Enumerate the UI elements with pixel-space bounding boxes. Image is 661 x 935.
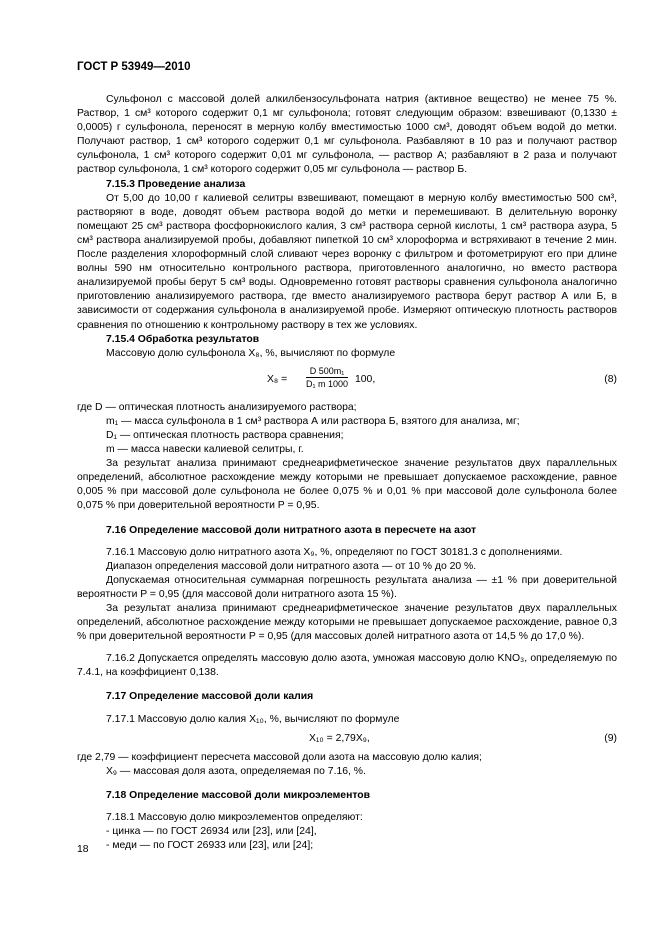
formula-8-number: (8) [604,373,617,385]
heading-7-17: 7.17 Определение массовой доли калия [106,691,314,703]
heading-7-15-4: 7.15.4 Обработка результатов [106,333,260,345]
formula-8-fraction [306,365,348,390]
formula-9-number: (9) [604,732,617,744]
paragraph-7-16-1: 7.16.1 Массовую долю нитратного азота X₉, %, определяют по ГОСТ 30181.3 с дополнениями. [106,546,563,558]
formula-8-denominator: D₁ m 1000 [306,378,349,389]
paragraph-calc: Массовую долю сульфонола X₈, %, вычисляют по формуле [106,347,396,359]
page-number: 18 [77,844,89,855]
document-header: ГОСТ Р 53949—2010 [77,61,191,73]
heading-7-16: 7.16 Определение массовой доли нитратного азота в пересчете на азот [106,524,477,536]
document-body [77,93,617,853]
paragraph-7-18-1: 7.18.1 Массовую долю микроэлементов определяют: [106,811,363,823]
paragraph-7-17-1: 7.17.1 Массовую долю калия X₁₀, %, вычисляют по формуле [106,713,400,725]
where-279: где 2,79 — коэффициент пересчета массовой доли азота на массовую долю калия; [77,751,482,763]
def-m: m — масса навески калиевой селитры, г. [106,444,304,456]
paragraph-range: Диапазон определения массовой доли нитратного азота — от 10 % до 20 %. [106,560,477,572]
formula-9-expression: X₁₀ = 2,79X₉, [309,732,370,744]
def-X9: X₉ — массовая доля азота, определяемая по 7.16, %. [106,765,366,777]
formula-8-lhs: X₈ = [267,373,288,385]
paragraph-analysis: От 5,00 до 10,00 г калиевой селитры взвешивают, помещают в мерную колбу вместимостью 500 см³, растворяют в воде, доводят объем раствора водой до метки и перемешивают. В делительную воронку помещают 25 см³ раствора фосфорнокислого калия, 3 см³ раствора серной кислоты, 1 см³ раствора азура, 5 см³ раствора анализируемой пробы, добавляют пипеткой 10 см³ хлороформа и встряхивают в течение 2 мин. После разделения хлороформный слой сливают через воронку с фильтром и фотометрируют его при длине волны 590 нм относительно контрольного раствора, приготовленного аналогично, но вместо раствора анализируемой пробы берут 5 см³ воды. Одновременно готовят растворы сравнения сульфонола аналогично приготовлению анализируемого раствора, где вместо анализируемого раствора берут раствор А или Б, в зависимости от содержания сульфонола в анализируемой пробе. Измеряют оптическую плотность растворов сравнения по отношению к контрольному раствору в тех же условиях. [77,192,617,331]
formula-9 [77,731,617,747]
formula-8-tail: 100, [355,373,376,385]
list-item-zinc: - цинка — по ГОСТ 26934 или [23], или [24], [106,826,317,838]
heading-7-18: 7.18 Определение массовой доли микроэлементов [106,789,371,801]
def-m1: m₁ — масса сульфонола в 1 см³ раствора А или раствора Б, взятого для анализа, мг; [106,415,520,427]
heading-7-15-3: 7.15.3 Проведение анализа [106,178,246,190]
paragraph-result-2: За результат анализа принимают среднеарифметическое значение результатов двух параллельных определений, абсолютное расхождение между которыми не превышает допускаемое расхождение, равное 0,3 % при доверительной вероятности P = 0,95 (для массовых долей нитратного азота от 14,5 % до 17,0 %). [77,603,617,643]
def-D1: D₁ — оптическая плотность раствора сравнения; [106,429,344,441]
list-item-copper: - меди — по ГОСТ 26933 или [23], или [24]; [106,840,314,852]
paragraph-error: Допускаемая относительная суммарная погрешность результата анализа — ±1 % при доверительной вероятности P = 0,95 (для массовой доли нитратного азота 15 %). [77,574,617,600]
where-D: где D — оптическая плотность анализируемого раствора; [77,401,357,413]
formula-8 [77,365,617,395]
formula-8-numerator: D 500m₁ [306,365,348,378]
paragraph-result-1: За результат анализа принимают среднеарифметическое значение результатов двух параллельных определений, абсолютное расхождение между которыми не превышает допускаемое расхождение, равное 0,005 % при массовой доле сульфонола не более 0,075 % и 0,01 % при массовой доле сульфонола более 0,075 % при доверительной вероятности P = 0,95. [77,458,617,512]
paragraph-7-16-2: 7.16.2 Допускается определять массовую долю азота, умножая массовую долю KNO₃, определяемую по 7.4.1, на коэффициент 0,138. [77,653,617,679]
paragraph-sulfonol: Сульфонол с массовой долей алкилбензосульфоната натрия (активное вещество) не менее 75 %. Раствор, 1 см³ которого содержит 0,1 мг сульфонола; готовят следующим образом: взвешивают (0,1330 ± 0,0005) г сульфонола, переносят в мерную колбу вместимостью 1000 см³, доводят объем водой до метки. Получают раствор, 1 см³ которого содержит 0,1 мг сульфонола. Разбавляют в 10 раз и получают раствор сульфонола, 1 см³ которого содержит 0,01 мг сульфонола, — раствор А; разбавляют в 2 раза и получают раствор сульфонола, 1 см³ которого содержит 0,05 мг сульфонола — раствор Б. [77,94,617,176]
